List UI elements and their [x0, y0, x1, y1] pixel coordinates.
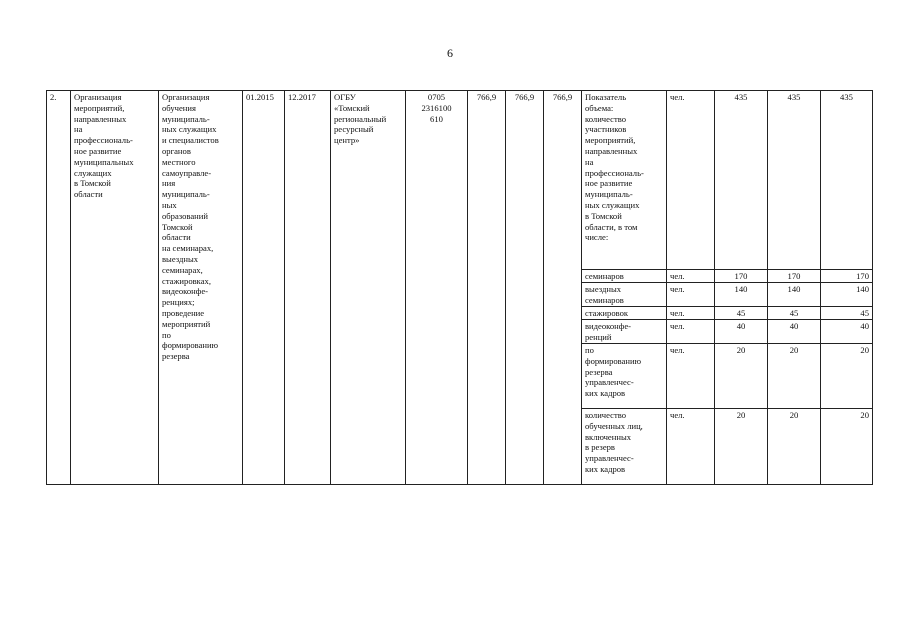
- indicator-value-cell-3: 45: [821, 307, 873, 320]
- indicator-name-cell: по формированию резерва управленчес- ких кадров: [582, 344, 667, 409]
- indicator-name-cell: семинаров: [582, 270, 667, 283]
- indicator-value-cell-2: 170: [768, 270, 821, 283]
- indicator-value-cell-3: 40: [821, 320, 873, 344]
- indicator-name-cell: выездных семинаров: [582, 283, 667, 307]
- indicator-value-cell-1: 40: [715, 320, 768, 344]
- amount-cell-3: 766,9: [544, 91, 582, 485]
- indicator-unit-cell: чел.: [667, 409, 715, 485]
- indicator-unit-cell: чел.: [667, 91, 715, 270]
- indicator-value-cell-1: 20: [715, 344, 768, 409]
- indicator-value-cell-1: 435: [715, 91, 768, 270]
- indicator-value-cell-3: 435: [821, 91, 873, 270]
- end-date-cell: 12.2017: [285, 91, 331, 485]
- indicator-unit-cell: чел.: [667, 344, 715, 409]
- event-name-cell: Организация мероприятий, направленных на профессиональ- ное развитие муниципальных служащих в Томской области: [71, 91, 159, 485]
- indicator-name-cell: видеоконфе- ренций: [582, 320, 667, 344]
- event-description-cell: Организация обучения муниципаль- ных служащих и специалистов органов местного самоуправле- ния муниципаль- ных образований Томской области на семинарах, выездных семинарах, стажировках, видеоконфе- ренциях; проведение мероприятий по формированию резерва: [159, 91, 243, 485]
- indicator-value-cell-1: 140: [715, 283, 768, 307]
- program-table: [46, 90, 873, 485]
- indicator-value-cell-3: 140: [821, 283, 873, 307]
- amount-cell-1: 766,9: [468, 91, 506, 485]
- budget-code-cell: 0705 2316100 610: [406, 91, 468, 485]
- indicator-value-cell-3: 170: [821, 270, 873, 283]
- indicator-name-cell: количество обученных лиц, включенных в резерв управленчес- ких кадров: [582, 409, 667, 485]
- page-number: 6: [447, 46, 453, 60]
- indicator-name-cell: Показатель объема: количество участников мероприятий, направленных на профессиональ- ное развитие муниципаль- ных служащих в Томской области, в том числе:: [582, 91, 667, 270]
- indicator-value-cell-2: 45: [768, 307, 821, 320]
- indicator-unit-cell: чел.: [667, 320, 715, 344]
- indicator-name-cell: стажировок: [582, 307, 667, 320]
- table-row: [47, 91, 873, 270]
- indicator-value-cell-1: 45: [715, 307, 768, 320]
- indicator-unit-cell: чел.: [667, 270, 715, 283]
- indicator-value-cell-1: 170: [715, 270, 768, 283]
- amount-cell-2: 766,9: [506, 91, 544, 485]
- indicator-unit-cell: чел.: [667, 283, 715, 307]
- indicator-value-cell-2: 435: [768, 91, 821, 270]
- indicator-unit-cell: чел.: [667, 307, 715, 320]
- start-date-cell: 01.2015: [243, 91, 285, 485]
- indicator-value-cell-3: 20: [821, 344, 873, 409]
- indicator-value-cell-2: 20: [768, 344, 821, 409]
- indicator-value-cell-3: 20: [821, 409, 873, 485]
- indicator-value-cell-2: 40: [768, 320, 821, 344]
- indicator-value-cell-1: 20: [715, 409, 768, 485]
- indicator-value-cell-2: 20: [768, 409, 821, 485]
- indicator-value-cell-2: 140: [768, 283, 821, 307]
- row-number-cell: 2.: [47, 91, 71, 485]
- executor-cell: ОГБУ «Томский региональный ресурсный центр»: [331, 91, 406, 485]
